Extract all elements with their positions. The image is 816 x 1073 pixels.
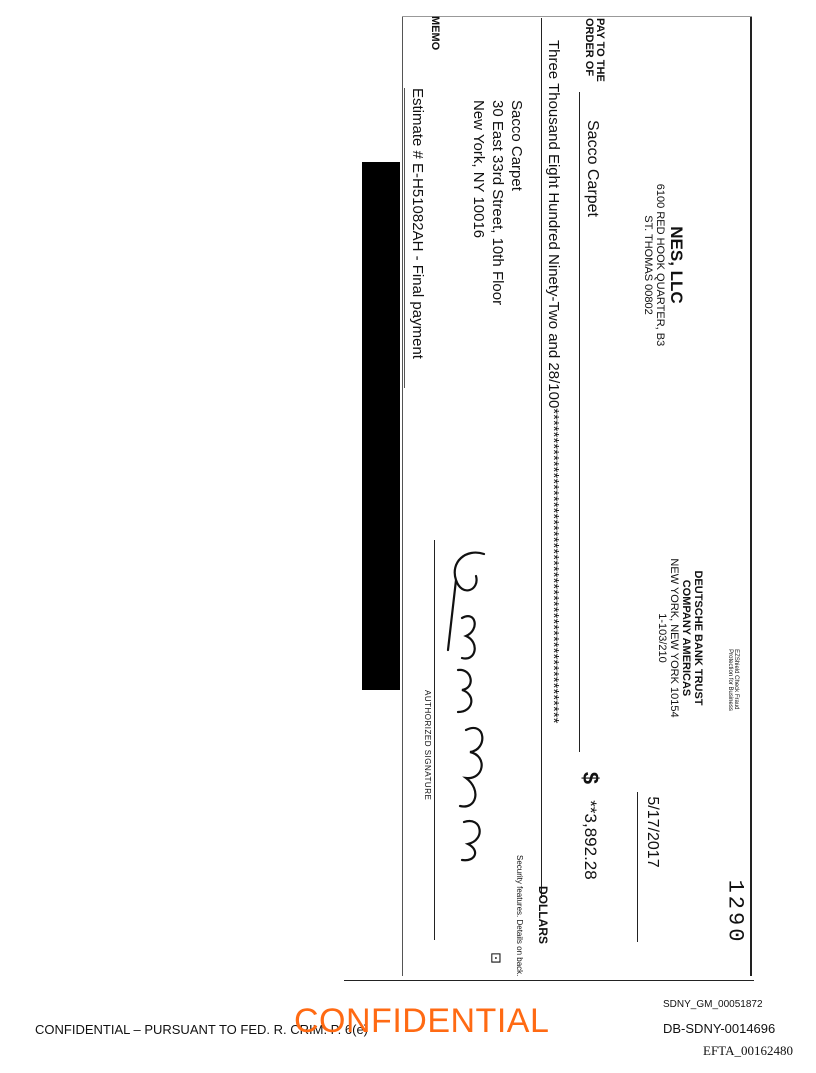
check-number: 1290: [722, 879, 748, 945]
redaction-bar: [362, 162, 400, 690]
check-amount: **3,892.28: [581, 800, 600, 880]
payer-name: NES, LLC: [667, 226, 686, 304]
check-border-bottom: [344, 980, 754, 981]
pay-to-label-line2: ORDER OF: [583, 18, 595, 77]
amount-in-words: Three Thousand Eight Hundred Ninety-Two and 28/100******************************************************: [545, 40, 562, 724]
fraud-line-2: Protection for Business: [727, 649, 733, 711]
payer-address-1: 6100 RED HOOK QUARTER, B3: [654, 183, 666, 347]
memo-label: MEMO: [429, 16, 441, 51]
confidential-stamp: CONFIDENTIAL: [294, 1002, 550, 1040]
pay-to-label-line1: PAY TO THE: [594, 18, 606, 82]
signature-line: [434, 540, 435, 940]
fraud-line-1: EZShield Check Fraud: [733, 649, 739, 710]
bates-db: DB-SDNY-0014696: [663, 1021, 776, 1036]
date-line: [637, 792, 638, 942]
payer-address-2: ST. THOMAS 00802: [642, 215, 654, 315]
words-line: [541, 18, 542, 898]
confidential-notice: CONFIDENTIAL – PURSUANT TO FED. R. CRIM. P. 6(e): [35, 1022, 369, 1037]
bank-block: [656, 558, 704, 717]
check-border-top: [402, 16, 752, 17]
authorized-signature-label: AUTHORIZED SIGNATURE: [423, 690, 432, 801]
bank-name-line1: DEUTSCHE BANK TRUST: [692, 570, 704, 706]
bank-name-line2: COMPANY AMERICAS: [680, 579, 692, 697]
bates-gm: SDNY_GM_00051872: [663, 999, 763, 1010]
check-border-right: [750, 16, 752, 976]
lock-icon: ⊡: [488, 952, 505, 964]
payer-block: [642, 184, 686, 346]
memo-line: [404, 88, 405, 388]
payee-name: Sacco Carpet: [584, 120, 601, 217]
memo-text: Estimate # E-H51082AH - Final payment: [409, 88, 426, 359]
security-features: Security features. Details on back.: [515, 855, 524, 977]
payee-line: [579, 92, 580, 752]
check-date: 5/17/2017: [644, 796, 661, 868]
pay-to-label: [583, 18, 605, 82]
payee-address: [469, 100, 526, 305]
dollar-sign: $: [578, 771, 603, 785]
dollars-label: DOLLARS: [536, 886, 550, 944]
bates-efta: EFTA_00162480: [703, 1043, 793, 1058]
payee-address-line1: Sacco Carpet: [508, 100, 525, 191]
signature-image: [436, 540, 496, 870]
bank-routing: 1-103/210: [656, 613, 668, 663]
bank-address: NEW YORK, NEW YORK 10154: [668, 558, 680, 718]
check-border-inner-left: [402, 16, 403, 976]
payee-address-line2: 30 East 33rd Street, 10th Floor: [489, 100, 506, 306]
fraud-protection-logo: [727, 649, 739, 711]
payee-address-line3: New York, NY 10016: [470, 100, 487, 239]
